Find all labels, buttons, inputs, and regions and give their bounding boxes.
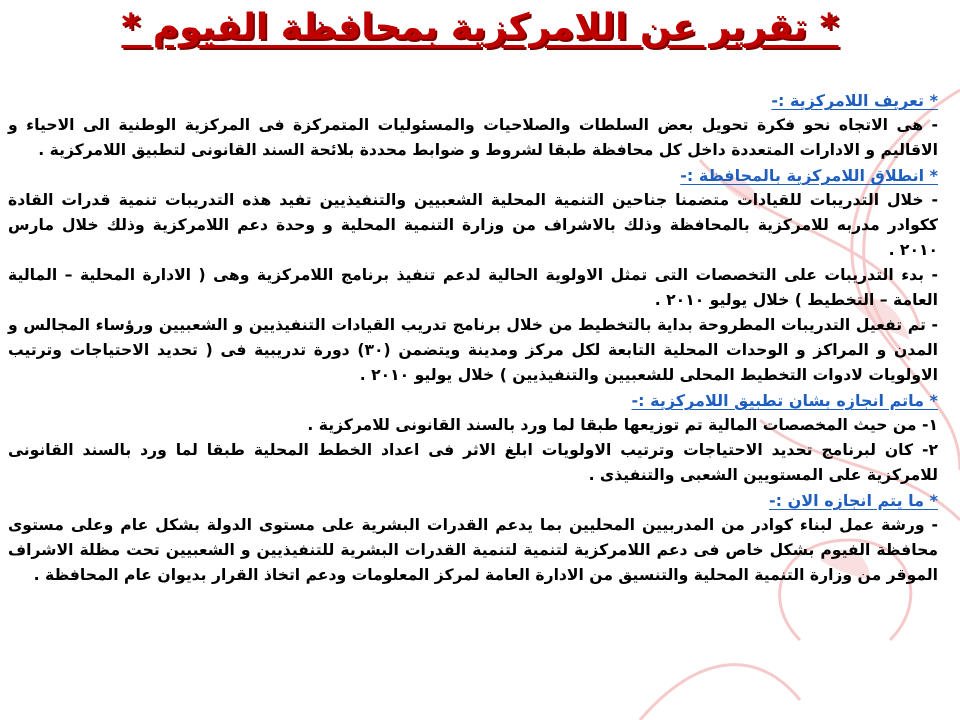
paragraph: - خلال التدريبات للقيادات متضمنا جناحين التنمية المحلية الشعبيين والتنفيذيين تفيد هذه التدريبات تنمية قدرات القادة ككوادر مدربه للامركزية بالمحافظة وذلك بالاشراف من وزارة التنمية المحلية و وحدة دعم اللامركزية وذلك خلال مارس ٢٠١٠ .: [8, 191, 938, 259]
page-title: * تقرير عن اللامركزية بمحافظة الفيوم *: [121, 7, 839, 48]
paragraph: ١- من حيث المخصصات المالية تم توزيعها طبقا لما ورد بالسند القانونى للامركزية .: [307, 416, 938, 434]
section-heading: * تعريف اللامركزية :-: [771, 91, 938, 110]
paragraph: - تم تفعيل التدريبات المطروحة بداية بالتخطيط من خلال برنامج تدريب القيادات التنفيذيين و الشعبيين ورؤساء المجالس و المدن و المراكز و الوحدات المحلية التابعة لكل مركز ومدينة ويتضمن (٣٠) دورة تدريبية فى ( تحديد الاحتياجات وترتيب الاولويات لادوات التخطيط المحلى للشعبيين والتنفيذيين ) خلال يوليو ٢٠١٠ .: [8, 316, 938, 384]
section-definition: [8, 88, 938, 163]
document-body: [8, 88, 938, 588]
paragraph: ٢- كان لبرنامج تحديد الاحتياجات وترتيب الاولويات ابلغ الاثر فى اعداد الخطط المحلية طبقا لما ورد بالسند القانونى للامركزية على المستويين الشعبى والتنفيذى .: [8, 441, 938, 484]
section-heading: * ماتم انجازه بشان تطبيق اللامركزية :-: [631, 391, 938, 410]
title-container: [0, 4, 960, 52]
paragraph: - ورشة عمل لبناء كوادر من المدربيين المحليين بما يدعم القدرات البشرية على مستوى الدولة بشكل عام وعلى مستوى محافظة الفيوم بشكل خاص فى دعم اللامركزية لتنمية لتنمية القدرات البشرية للتنفيذيين و الشعبيين تحت مظلة الاشراف الموقر من وزارة التنمية المحلية والتنسيق من الادارة العامة لمركز المعلومات ودعم اتخاذ القرار بديوان عام المحافظة .: [8, 516, 938, 584]
section-heading: * انطلاق اللامركزية بالمحافظة :-: [680, 166, 938, 185]
section-achievements: [8, 388, 938, 488]
section-current-work: [8, 488, 938, 588]
paragraph: - هى الاتجاه نحو فكرة تحويل بعض السلطات والصلاحيات والمسئوليات المتمركزة فى المركزية الوطنية الى الاحياء و الاقاليم و الادارات المتعددة داخل كل محافظة طبقا لشروط و ضوابط محددة بلائحة السند القانونى لتطبيق اللامركزية .: [8, 116, 938, 159]
section-heading: * ما يتم انجازه الان :-: [769, 491, 938, 510]
paragraph: - بدء التدريبات على التخصصات التى تمثل الاولوية الحالية لدعم تنفيذ برنامج اللامركزية وهى ( الادارة المحلية – المالية العامة – التخطيط ) خلال يوليو ٢٠١٠ .: [8, 266, 938, 309]
section-launch: [8, 163, 938, 388]
